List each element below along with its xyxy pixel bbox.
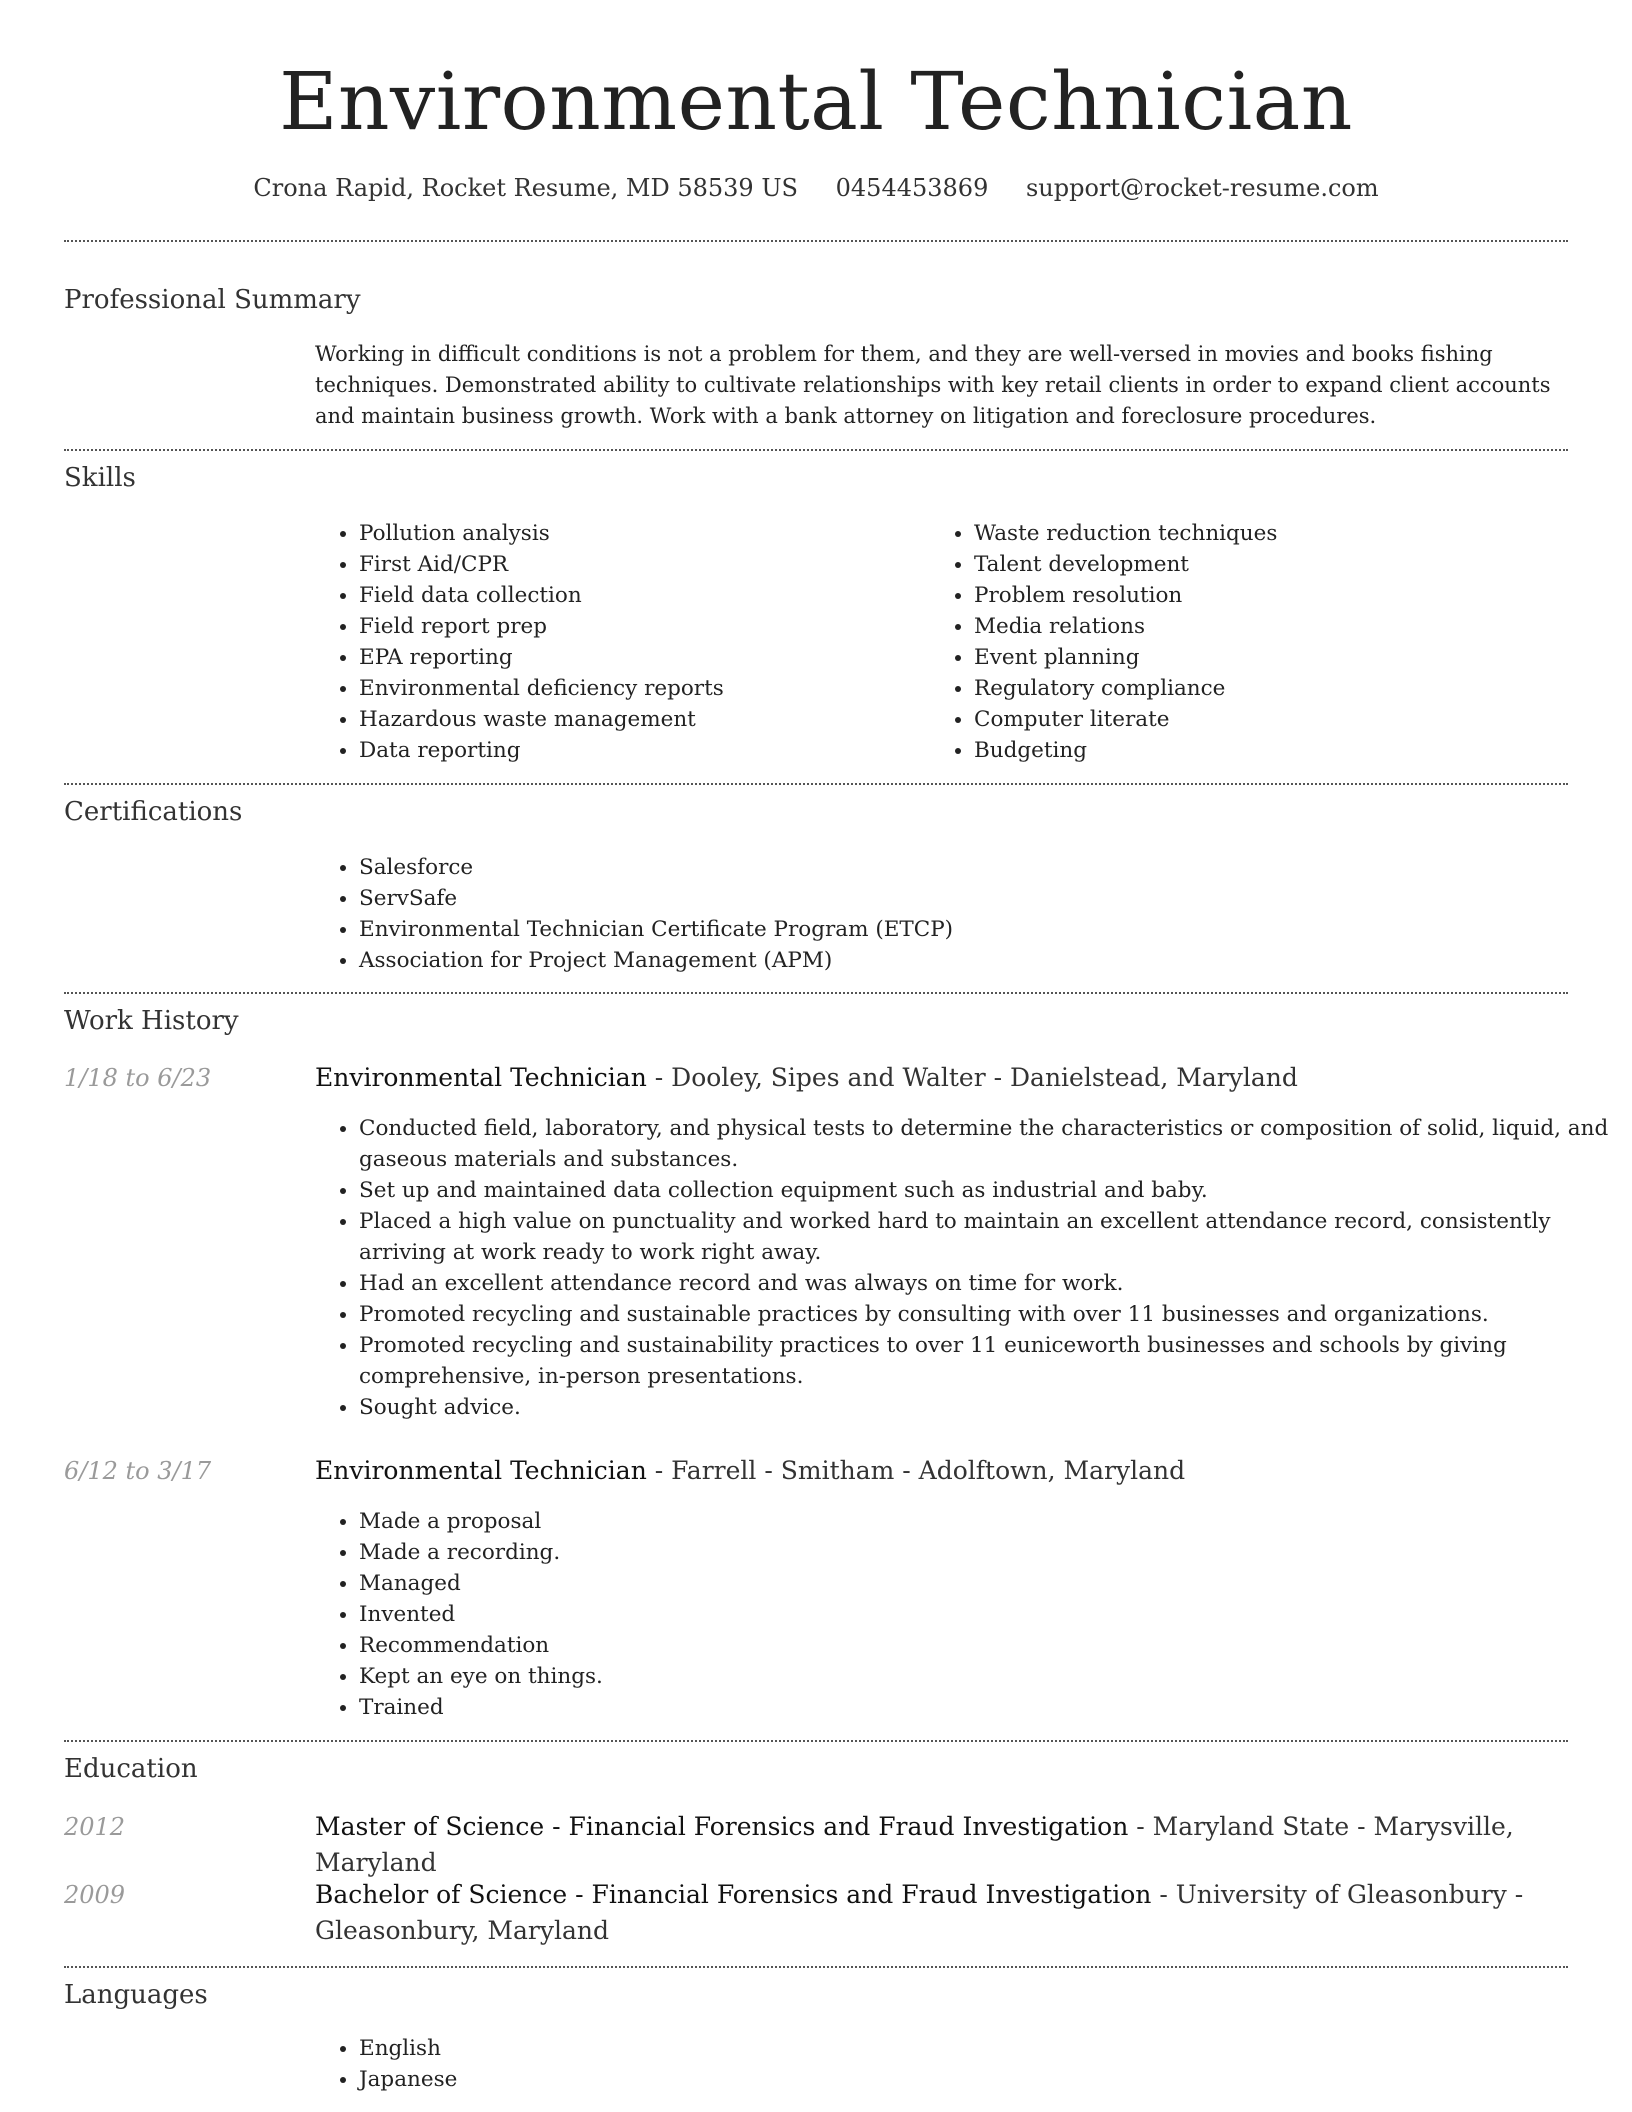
job-bullet: • Made a proposal: [359, 1506, 1612, 1537]
skill-item: • Computer literate: [974, 704, 1574, 735]
education-degree: Bachelor of Science - Financial Forensics and Fraud Investigation: [315, 1880, 1152, 1909]
job-bullet: • Recommendation: [359, 1630, 1612, 1661]
job-employer-location: - Farrell - Smitham - Adolftown, Maryland: [646, 1456, 1186, 1485]
certification-item: • Environmental Technician Certificate Program (ETCP): [359, 914, 1559, 945]
divider: [64, 449, 1568, 451]
skill-item: • Environmental deficiency reports: [359, 673, 919, 704]
skill-item: • Problem resolution: [974, 580, 1574, 611]
skill-item: • Media relations: [974, 611, 1574, 642]
contact-email: support@rocket-resume.com: [1025, 174, 1379, 202]
language-item: • Japanese: [359, 2064, 959, 2095]
job-bullet: • Promoted recycling and sustainable practices by consulting with over 11 businesses and organizations.: [359, 1299, 1612, 1330]
skill-item: • Pollution analysis: [359, 518, 919, 549]
divider: [64, 783, 1568, 785]
section-title-work-history: Work History: [64, 1006, 239, 1036]
education-school-location: - University of Gleasonbury - Gleasonbury, Maryland: [315, 1880, 1524, 1945]
skill-item: • Field data collection: [359, 580, 919, 611]
skill-item: • EPA reporting: [359, 642, 919, 673]
job-bullet: • Conducted field, laboratory, and physical tests to determine the characteristics or composition of solid, liquid, and gaseous materials and substances.: [359, 1113, 1612, 1175]
skills-list-right: [930, 518, 1574, 766]
job-bullets: [315, 1506, 1612, 1723]
job-bullet: • Invented: [359, 1599, 1612, 1630]
job-employer-location: - Dooley, Sipes and Walter - Danielstead, Maryland: [646, 1063, 1298, 1092]
skill-item: • First Aid/CPR: [359, 549, 919, 580]
skill-item: • Field report prep: [359, 611, 919, 642]
summary-text: Working in difficult conditions is not a problem for them, and they are well-versed in movies and books fishing techniques. Demonstrated ability to cultivate relationships with key retail clients in order to expand client accounts and maintain business growth. Work with a bank attorney on litigation and foreclosure procedures.: [315, 342, 1551, 428]
job-title: Environmental Technician: [315, 1063, 647, 1092]
job-heading: [315, 1453, 1568, 1489]
job-bullet: • Promoted recycling and sustainability practices to over 11 euniceworth businesses and schools by giving comprehensive, in-person presentations.: [359, 1330, 1612, 1392]
contact-phone: 0454453869: [835, 174, 989, 202]
divider: [64, 240, 1568, 242]
language-item: • English: [359, 2033, 959, 2064]
certification-item: • Salesforce: [359, 852, 1559, 883]
skill-item: • Waste reduction techniques: [974, 518, 1574, 549]
certification-item: • Association for Project Management (APM): [359, 945, 1559, 976]
section-title-education: Education: [64, 1754, 198, 1784]
skill-item: • Hazardous waste management: [359, 704, 919, 735]
job-bullet: • Made a recording.: [359, 1537, 1612, 1568]
candidate-name: Environmental Technician: [279, 55, 1353, 148]
skill-item: • Budgeting: [974, 735, 1574, 766]
job-bullets: [315, 1113, 1612, 1423]
education-year: 2012: [64, 1813, 126, 1841]
job-dates: 6/12 to 3/17: [64, 1457, 212, 1485]
section-title-skills: Skills: [64, 463, 136, 493]
section-title-summary: Professional Summary: [64, 285, 361, 315]
job-bullet: • Had an excellent attendance record and was always on time for work.: [359, 1268, 1612, 1299]
skill-item: • Regulatory compliance: [974, 673, 1574, 704]
job-bullet: • Sought advice.: [359, 1392, 1612, 1423]
contact-line: [0, 170, 1632, 206]
education-heading: [315, 1809, 1568, 1881]
certifications-list: [315, 852, 1559, 976]
job-bullet: • Set up and maintained data collection equipment such as industrial and baby.: [359, 1175, 1612, 1206]
contact-address: Crona Rapid, Rocket Resume, MD 58539 US: [253, 174, 798, 202]
education-school-location: - Maryland State - Marysville, Maryland: [315, 1812, 1514, 1877]
skill-item: • Data reporting: [359, 735, 919, 766]
job-heading: [315, 1060, 1568, 1096]
languages-list: [315, 2033, 959, 2095]
section-title-certifications: Certifications: [64, 797, 243, 827]
divider: [64, 1740, 1568, 1742]
certification-item: • ServSafe: [359, 883, 1559, 914]
education-degree: Master of Science - Financial Forensics and Fraud Investigation: [315, 1812, 1129, 1841]
skills-list-left: [315, 518, 919, 766]
job-dates: 1/18 to 6/23: [64, 1064, 212, 1092]
divider: [64, 992, 1568, 994]
job-bullet: • Managed: [359, 1568, 1612, 1599]
section-title-languages: Languages: [64, 1980, 208, 2010]
skill-item: • Talent development: [974, 549, 1574, 580]
job-bullet: • Trained: [359, 1692, 1612, 1723]
job-title: Environmental Technician: [315, 1456, 647, 1485]
education-heading: [315, 1877, 1568, 1949]
divider: [64, 1966, 1568, 1968]
job-bullet: • Placed a high value on punctuality and worked hard to maintain an excellent attendance record, consistently arriving at work ready to work right away.: [359, 1206, 1612, 1268]
job-bullet: • Kept an eye on things.: [359, 1661, 1612, 1692]
skill-item: • Event planning: [974, 642, 1574, 673]
education-year: 2009: [64, 1881, 126, 1909]
